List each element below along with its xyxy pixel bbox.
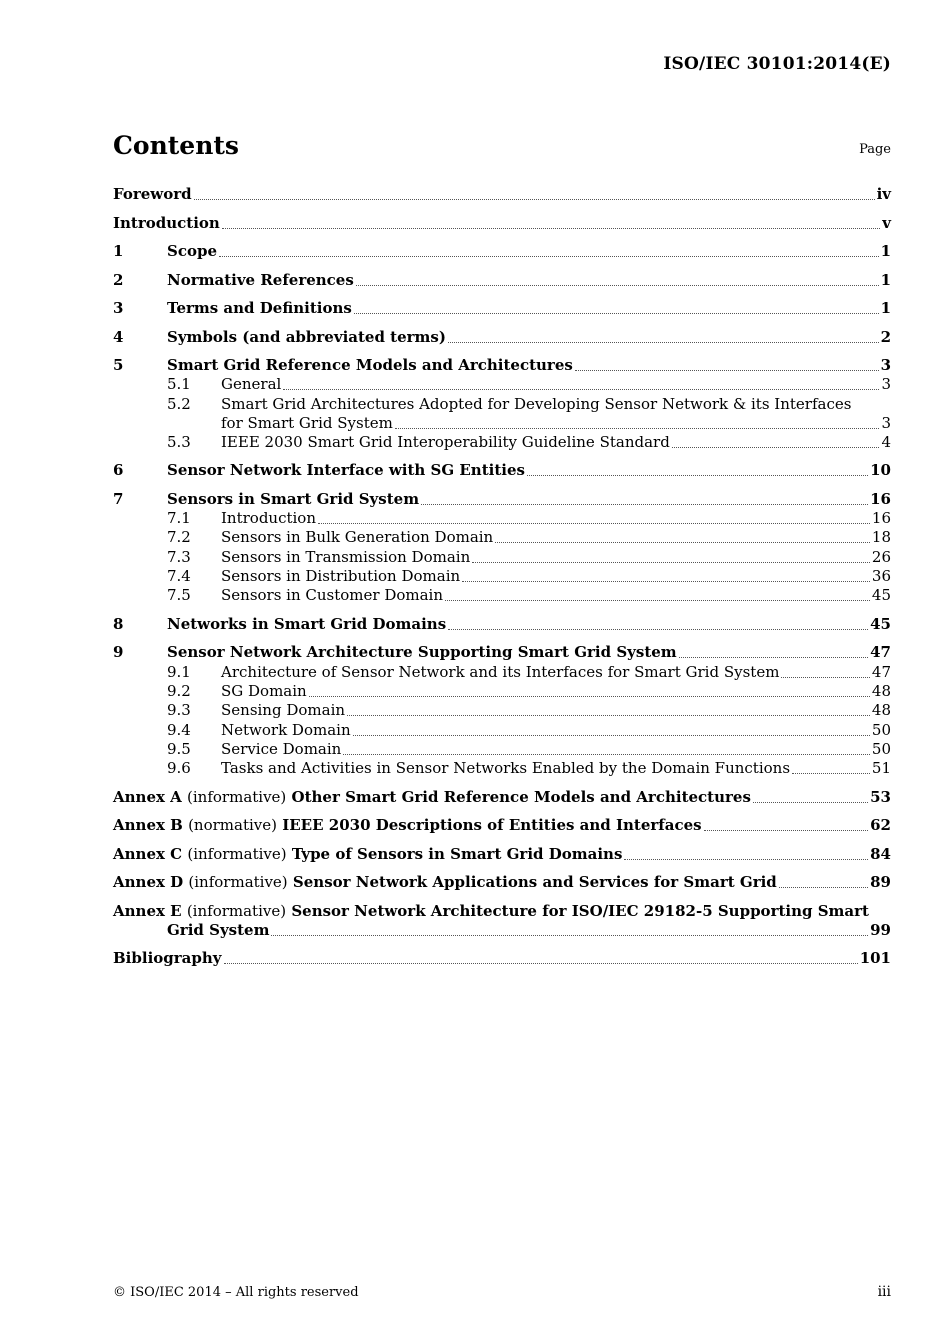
toc-entry-title-wrap (167, 242, 881, 261)
contents-heading: Contents (113, 131, 240, 160)
annex-title-line (113, 816, 702, 835)
toc-entry-title-wrap (221, 663, 872, 682)
toc-entry-page: 18 (871, 528, 891, 547)
dot-leader (421, 503, 868, 505)
annex-page: 84 (870, 844, 891, 863)
annex-type: (informative) (187, 787, 287, 806)
toc-entry-title: Introduction (221, 509, 316, 528)
toc-entry-page: iv (876, 185, 891, 203)
toc-entry-page: 3 (881, 413, 891, 432)
bibliography-title: Bibliography (113, 949, 222, 968)
toc-entry-title-wrap (167, 328, 881, 347)
toc-entry-number: 5.1 (167, 375, 191, 394)
dot-leader (219, 255, 879, 257)
dot-leader (283, 388, 879, 390)
toc-entry-number: 9.3 (167, 701, 191, 720)
dot-leader (575, 369, 879, 371)
toc-entry-title-wrap (221, 759, 872, 778)
toc-entry-title-wrap (221, 528, 872, 547)
toc-entry-number: 7.4 (167, 567, 191, 586)
toc-entry-number: 9.2 (167, 681, 191, 700)
toc-entry-title: Foreword (113, 185, 192, 203)
toc-entry-page: 10 (870, 461, 891, 480)
toc-entry-title-wrap (221, 548, 872, 567)
toc-entry-title: Smart Grid Architectures Adopted for Developing Sensor Network & its Interfaces (221, 394, 852, 413)
annex-entry[interactable] (113, 845, 891, 864)
toc-entry[interactable] (113, 299, 891, 318)
toc-entry-title: Sensor Network Interface with SG Entities (167, 461, 525, 480)
annex-title-continuation: Grid System (167, 920, 270, 939)
dot-leader (271, 934, 868, 936)
toc-entry-title: Sensing Domain (221, 701, 346, 720)
toc-entry-title: SG Domain (221, 681, 307, 700)
dot-leader (781, 676, 869, 678)
toc-entry-number: 7 (113, 489, 124, 508)
toc-entry-title: Scope (167, 242, 218, 260)
footer-copyright: © ISO/IEC 2014 – All rights reserved (113, 1285, 359, 1300)
toc-entry-page: 4 (881, 432, 891, 451)
toc-entry-number: 6 (113, 461, 124, 480)
dot-leader (353, 734, 870, 736)
dot-leader (356, 284, 879, 286)
dot-leader (194, 198, 875, 200)
toc-entry-number: 9.5 (167, 739, 191, 758)
annex-type: (informative) (186, 901, 287, 920)
annex-label: Annex C (113, 844, 183, 863)
annex-entry[interactable] (113, 873, 891, 892)
toc-entry-title-wrap (167, 271, 881, 290)
toc-entry-page: 50 (871, 739, 891, 758)
toc-entry-number: 9.6 (167, 759, 191, 778)
dot-leader (753, 801, 868, 803)
toc-entry-title: Tasks and Activities in Sensor Networks Enabled by the Domain Functions (221, 759, 791, 778)
toc-entry-page: v (882, 213, 891, 232)
toc-entry-number: 5 (113, 356, 124, 374)
toc-entry-title-wrap (221, 375, 881, 394)
annex-type: (normative) (188, 816, 277, 835)
toc-entry-number: 4 (113, 327, 124, 346)
dot-leader (704, 829, 869, 831)
toc-entry-title-wrap (167, 299, 881, 318)
toc-entry[interactable] (113, 682, 891, 701)
toc-entry-page: 47 (870, 643, 891, 662)
toc-entry-title: Sensors in Transmission Domain (221, 547, 471, 566)
toc-entry[interactable] (113, 375, 891, 394)
annex-entry[interactable] (113, 902, 891, 921)
toc-entry-title-wrap (221, 586, 872, 605)
toc-entry-page: 3 (881, 375, 891, 394)
document-id: ISO/IEC 30101:2014(E) (663, 54, 891, 74)
toc-entry-continuation[interactable] (113, 414, 891, 433)
toc-entry[interactable] (113, 663, 891, 682)
toc-entry-number: 3 (113, 299, 124, 317)
dot-leader (445, 599, 870, 601)
dot-leader (672, 446, 880, 448)
annex-title-line (113, 845, 622, 864)
toc-entry-title-wrap (167, 356, 881, 375)
annex-page: 99 (870, 920, 891, 939)
toc-entry-number: 5.3 (167, 432, 191, 451)
toc-entry-title-wrap (167, 461, 870, 480)
annex-title-wrap (113, 845, 870, 864)
toc-entry-page: 1 (880, 242, 891, 260)
toc-entry-title: General (221, 375, 282, 394)
footer-page-number: iii (877, 1284, 891, 1300)
toc-entry-page: 51 (871, 759, 891, 778)
toc-entry-number: 7.1 (167, 509, 191, 528)
dot-leader (495, 541, 870, 543)
toc-entry-page: 47 (871, 662, 891, 681)
toc-entry[interactable] (113, 740, 891, 759)
toc-entry-number: 9.4 (167, 720, 191, 739)
toc-entry-title: Sensors in Smart Grid System (167, 489, 420, 508)
dot-leader (224, 962, 858, 964)
bibliography-entry[interactable] (113, 949, 891, 968)
toc-entry[interactable] (113, 328, 891, 347)
toc-entry[interactable] (113, 490, 891, 509)
toc-entry[interactable] (113, 509, 891, 528)
toc-entry-title-wrap (221, 414, 881, 433)
toc-entry-number: 9.1 (167, 662, 191, 681)
annex-title-line (113, 902, 869, 921)
bibliography-page: 101 (859, 949, 891, 968)
toc-entry[interactable] (113, 643, 891, 662)
toc-entry-page: 48 (871, 681, 891, 700)
toc-entry-title: Architecture of Sensor Network and its Interfaces for Smart Grid System (221, 662, 780, 681)
toc-entry[interactable] (113, 395, 891, 414)
toc-entry[interactable] (113, 701, 891, 720)
annex-title: Sensor Network Applications and Services for Smart Grid (292, 873, 777, 892)
toc-entry-title: Network Domain (221, 720, 351, 739)
annex-title-line (113, 788, 751, 807)
annex-title-line (113, 873, 777, 892)
toc-entry-title-wrap (221, 395, 891, 414)
toc-entry-page: 1 (880, 270, 891, 289)
toc-entry-title: Networks in Smart Grid Domains (167, 614, 447, 633)
annex-type: (informative) (188, 873, 288, 892)
annex-label: Annex A (113, 787, 182, 806)
toc-entry-title-wrap (167, 643, 870, 662)
toc-entry-title-wrap (221, 682, 872, 701)
annex-label: Annex B (113, 816, 183, 835)
dot-leader (624, 858, 868, 860)
dot-leader (309, 695, 870, 697)
toc-entry-page: 45 (870, 614, 891, 633)
dot-leader (472, 561, 870, 563)
dot-leader (395, 427, 880, 429)
dot-leader (448, 628, 868, 630)
toc-entry-title-wrap (221, 567, 872, 586)
annex-title: Type of Sensors in Smart Grid Domains (291, 844, 623, 863)
bibliography-title-wrap (113, 949, 860, 968)
toc-entry-title-wrap (167, 615, 870, 634)
toc-entry-number: 7.3 (167, 547, 191, 566)
annex-page: 53 (870, 787, 891, 806)
toc-entry[interactable] (113, 242, 891, 261)
annex-page: 89 (870, 873, 891, 892)
toc-entry-title-wrap (221, 701, 872, 720)
toc-entry-number: 7.5 (167, 586, 191, 605)
toc-entry-page: 48 (871, 701, 891, 720)
annex-type: (informative) (187, 844, 287, 863)
toc-entry-title: IEEE 2030 Smart Grid Interoperability Guideline Standard (221, 432, 670, 451)
toc-entry-title-wrap (221, 433, 881, 452)
toc-entry-title-wrap (221, 509, 872, 528)
toc-entry-title: Sensors in Customer Domain (221, 586, 444, 605)
toc-entry[interactable] (113, 528, 891, 547)
toc-entry-number: 2 (113, 270, 124, 289)
annex-title: Sensor Network Architecture for ISO/IEC 29182-5 Supporting Smart (291, 901, 869, 920)
annex-title: Other Smart Grid Reference Models and Architectures (291, 787, 751, 806)
annex-entry[interactable] (113, 816, 891, 835)
toc-entry-title-wrap (113, 214, 882, 233)
toc-entry-title: Symbols (and abbreviated terms) (167, 327, 446, 346)
dot-leader (779, 886, 868, 888)
toc-entry-title: Sensors in Bulk Generation Domain (221, 528, 494, 547)
toc-entry-title: Introduction (113, 213, 220, 232)
dot-leader (343, 753, 870, 755)
toc-entry-title-wrap (221, 740, 872, 759)
dot-leader (679, 656, 868, 658)
toc-entry[interactable] (113, 214, 891, 233)
toc-entry-title: Service Domain (221, 739, 342, 758)
dot-leader (318, 522, 870, 524)
dot-leader (354, 312, 879, 314)
toc-entry[interactable] (113, 721, 891, 740)
toc-entry[interactable] (113, 461, 891, 480)
toc-entry-number: 7.2 (167, 528, 191, 547)
toc-entry[interactable] (113, 759, 891, 778)
toc-entry[interactable] (113, 185, 891, 204)
toc-entry-title-wrap (167, 490, 870, 509)
toc-entry-page: 3 (880, 356, 891, 374)
annex-entry[interactable] (113, 788, 891, 807)
toc-entry[interactable] (113, 356, 891, 375)
page-column-label: Page (859, 142, 891, 157)
toc-entry-page: 1 (880, 299, 891, 317)
toc-entry-number: 1 (113, 242, 124, 260)
annex-label: Annex D (113, 873, 184, 892)
dot-leader (792, 772, 870, 774)
toc-entry-page: 16 (870, 489, 891, 508)
toc-entry-page: 2 (880, 327, 891, 346)
dot-leader (448, 341, 879, 343)
toc-entry[interactable] (113, 271, 891, 290)
toc-entry-title-wrap (221, 721, 872, 740)
dot-leader (462, 580, 870, 582)
toc-entry-page: 16 (871, 509, 891, 528)
toc-entry-title: Terms and Definitions (167, 299, 352, 317)
toc-entry-number: 9 (113, 643, 124, 662)
annex-page: 62 (870, 816, 891, 835)
toc-entry-page: 45 (871, 586, 891, 605)
toc-entry-title: Smart Grid Reference Models and Architectures (167, 356, 573, 374)
annex-label: Annex E (113, 901, 182, 920)
toc-entry-page: 26 (871, 547, 891, 566)
toc-entry[interactable] (113, 567, 891, 586)
toc-entry-title: Normative References (167, 270, 354, 289)
toc-entry-page: 50 (871, 720, 891, 739)
dot-leader (527, 474, 868, 476)
annex-title-wrap (113, 816, 870, 835)
dot-leader (222, 227, 880, 229)
toc-entry[interactable] (113, 433, 891, 452)
toc-entry-number: 5.2 (167, 394, 191, 413)
annex-title-wrap (113, 788, 870, 807)
toc-entry-title: Sensor Network Architecture Supporting Smart Grid System (167, 643, 677, 662)
toc-entry-page: 36 (871, 567, 891, 586)
toc-entry-title-continuation: for Smart Grid System (221, 413, 393, 432)
toc-entry[interactable] (113, 548, 891, 567)
annex-title: IEEE 2030 Descriptions of Entities and Interfaces (282, 816, 702, 835)
annex-entry-continuation[interactable] (113, 921, 891, 940)
table-of-contents (113, 185, 891, 968)
toc-entry[interactable] (113, 615, 891, 634)
toc-entry-title-wrap (113, 185, 877, 204)
dot-leader (347, 714, 870, 716)
annex-title-wrap (167, 921, 870, 940)
toc-entry[interactable] (113, 586, 891, 605)
annex-title-wrap (113, 902, 891, 921)
toc-entry-title: Sensors in Distribution Domain (221, 567, 461, 586)
annex-title-wrap (113, 873, 870, 892)
toc-entry-number: 8 (113, 614, 124, 633)
